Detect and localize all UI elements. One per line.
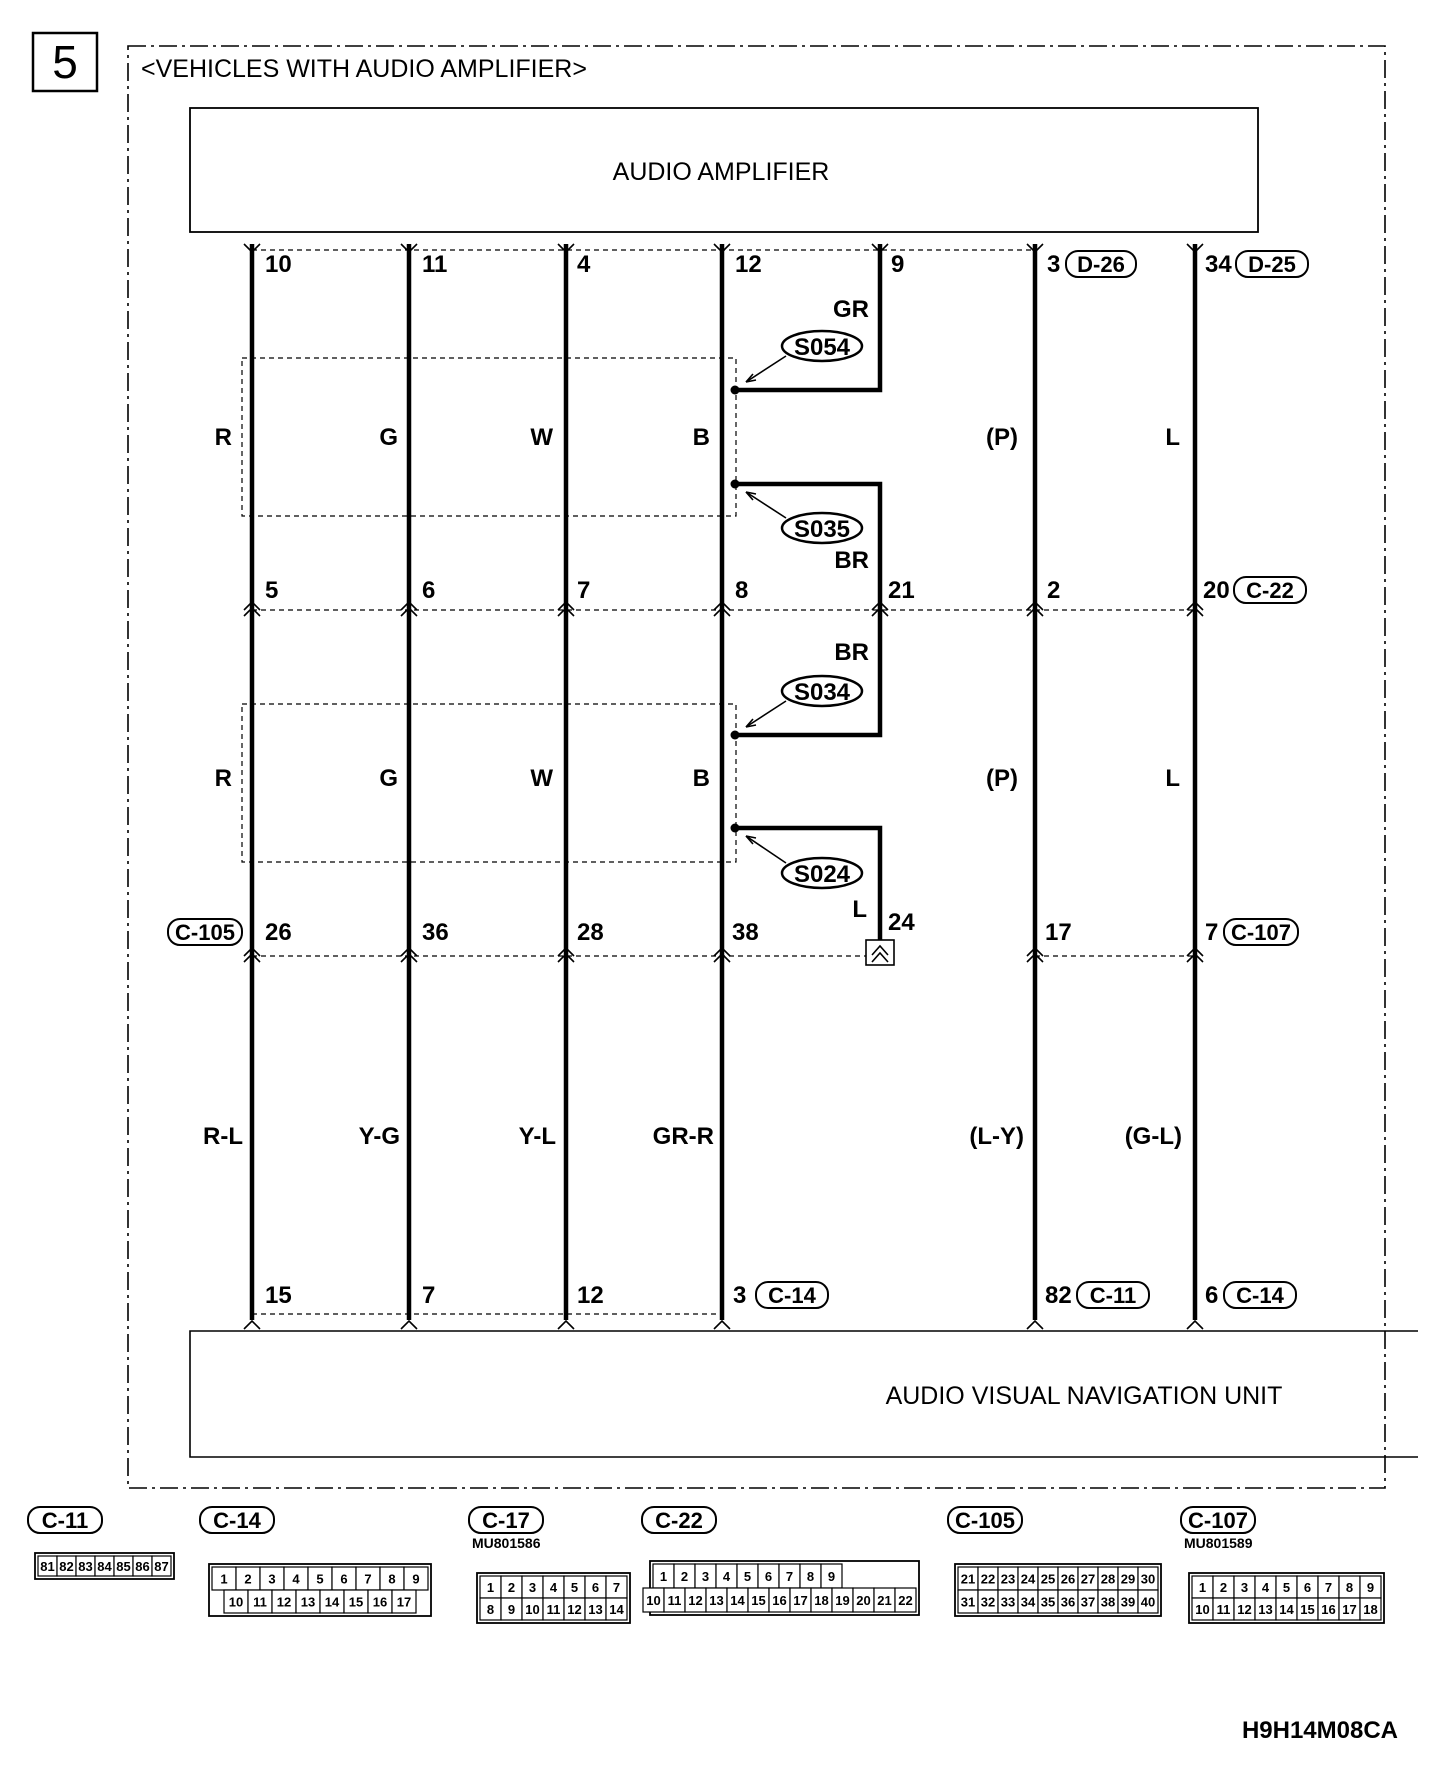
c105-pin-26: 26 bbox=[265, 919, 292, 946]
legend-pin-number: 11 bbox=[253, 1594, 267, 1610]
svg-text:C-14: C-14 bbox=[768, 1283, 816, 1308]
splice-dot-s034 bbox=[731, 731, 740, 740]
amp-pin-9: 9 bbox=[891, 251, 905, 278]
legend-pin-number: 16 bbox=[372, 1594, 388, 1610]
legend-pin-number: 4 bbox=[549, 1580, 558, 1595]
legend-pin-number: 4 bbox=[1261, 1580, 1270, 1595]
legend-pin-number: 22 bbox=[898, 1593, 913, 1608]
legend-pin-number: 12 bbox=[276, 1594, 292, 1610]
legend-pin-number: 81 bbox=[40, 1559, 55, 1574]
svg-text:C-11: C-11 bbox=[41, 1508, 89, 1533]
legend-pin-number: 14 bbox=[730, 1593, 745, 1608]
shield-box-upper bbox=[242, 358, 736, 516]
splice-s024-label: S024 bbox=[793, 861, 851, 888]
legend-c107 bbox=[1181, 1507, 1384, 1623]
legend-pin-number: 7 bbox=[612, 1580, 621, 1595]
legend-c11 bbox=[28, 1507, 174, 1579]
splice-dot-s054 bbox=[731, 386, 740, 395]
legend-pin-number: 12 bbox=[567, 1602, 582, 1617]
terminal-navi bbox=[401, 1321, 417, 1329]
legend-pin-number: 15 bbox=[1300, 1602, 1315, 1617]
legend-pin-number: 24 bbox=[1020, 1571, 1036, 1587]
legend-pin-number: 2 bbox=[507, 1580, 516, 1595]
shield-box-lower bbox=[242, 704, 736, 862]
mid-color-l: L bbox=[1165, 765, 1180, 792]
c22-pin-6: 6 bbox=[422, 577, 436, 604]
legend-pin-number: 1 bbox=[220, 1571, 228, 1587]
lower-color-yl: Y-L bbox=[518, 1123, 556, 1150]
legend-pin-number: 28 bbox=[1100, 1571, 1116, 1587]
mid-color-b: B bbox=[692, 765, 710, 792]
legend-pin-number: 7 bbox=[1324, 1580, 1333, 1595]
legend-pin-number: 14 bbox=[609, 1602, 624, 1617]
legend-pin-number: 16 bbox=[772, 1593, 787, 1608]
amp-pin-10: 10 bbox=[265, 251, 292, 278]
lower-color-ly: (L-Y) bbox=[969, 1123, 1024, 1150]
svg-text:MU801589: MU801589 bbox=[1184, 1535, 1253, 1551]
legend-pin-number: 13 bbox=[300, 1594, 316, 1610]
svg-text:C-22: C-22 bbox=[1246, 578, 1294, 603]
terminal-navi bbox=[1027, 1321, 1043, 1329]
legend-pin-number: 9 bbox=[827, 1569, 836, 1584]
legend-pin-number: 25 bbox=[1040, 1571, 1056, 1587]
splice-s034-label: S034 bbox=[793, 679, 851, 706]
legend-pin-number: 8 bbox=[486, 1602, 495, 1617]
legend-pin-number: 6 bbox=[591, 1580, 600, 1595]
c107-pin-24: 24 bbox=[888, 909, 915, 936]
navi-pin-12: 12 bbox=[577, 1282, 604, 1309]
legend-pin-number: 85 bbox=[116, 1559, 131, 1574]
legend-pin-number: 31 bbox=[960, 1594, 976, 1610]
svg-text:C-105: C-105 bbox=[955, 1508, 1015, 1533]
upper-color-w: W bbox=[530, 424, 553, 451]
mid-color-g: G bbox=[379, 765, 398, 792]
mid-color-w: W bbox=[530, 765, 553, 792]
legend-pin-number: 9 bbox=[1366, 1580, 1375, 1595]
legend-pin-number: 30 bbox=[1140, 1571, 1156, 1587]
legend-pin-number: 39 bbox=[1120, 1594, 1136, 1610]
conn-tag-c22 bbox=[1234, 577, 1306, 603]
lower-color-rl: R-L bbox=[203, 1123, 243, 1150]
upper-color-b: B bbox=[692, 424, 710, 451]
legend-pin-number: 7 bbox=[364, 1571, 372, 1587]
audio-amplifier-label: AUDIO AMPLIFIER bbox=[612, 158, 830, 186]
splice-s035-label: S035 bbox=[793, 516, 851, 543]
conn-tag-c14-a bbox=[756, 1282, 828, 1308]
splice-callout-s024 bbox=[746, 836, 862, 888]
c107-pin-17: 17 bbox=[1045, 919, 1072, 946]
legend-pin-number: 2 bbox=[244, 1571, 252, 1587]
legend-pin-number: 1 bbox=[486, 1580, 495, 1595]
legend-pin-number: 15 bbox=[348, 1594, 364, 1610]
lower-color-gl: (G-L) bbox=[1124, 1123, 1182, 1150]
legend-pin-number: 23 bbox=[1000, 1571, 1016, 1587]
terminal-navi bbox=[244, 1321, 260, 1329]
legend-pin-number: 10 bbox=[1195, 1602, 1210, 1617]
legend-pin-number: 10 bbox=[228, 1594, 244, 1610]
branch-color-br-2: BR bbox=[834, 639, 869, 666]
splice-callout-s054 bbox=[746, 331, 862, 382]
legend-pin-number: 38 bbox=[1100, 1594, 1116, 1610]
document-code: H9H14M08CA bbox=[1241, 1717, 1398, 1744]
legend-pin-number: 11 bbox=[667, 1593, 682, 1608]
legend-pin-number: 22 bbox=[980, 1571, 996, 1587]
legend-pin-number: 36 bbox=[1060, 1594, 1076, 1610]
legend-pin-number: 3 bbox=[528, 1580, 537, 1595]
legend-pin-number: 26 bbox=[1060, 1571, 1076, 1587]
upper-color-l: L bbox=[1165, 424, 1180, 451]
legend-pin-number: 34 bbox=[1020, 1594, 1036, 1610]
splice-dot-s024 bbox=[731, 824, 740, 833]
svg-text:MU801586: MU801586 bbox=[472, 1535, 541, 1551]
svg-text:C-107: C-107 bbox=[1231, 920, 1291, 945]
legend-c22 bbox=[642, 1507, 919, 1615]
navi-pin-82: 82 bbox=[1045, 1282, 1072, 1309]
legend-pin-number: 13 bbox=[709, 1593, 724, 1608]
legend-pin-number: 3 bbox=[701, 1569, 710, 1584]
legend-pin-number: 6 bbox=[1303, 1580, 1312, 1595]
legend-pin-number: 2 bbox=[680, 1569, 689, 1584]
legend-pin-number: 5 bbox=[570, 1580, 579, 1595]
legend-c105 bbox=[948, 1507, 1161, 1616]
legend-pin-number: 14 bbox=[324, 1594, 340, 1610]
legend-pin-number: 6 bbox=[764, 1569, 773, 1584]
legend-pin-number: 10 bbox=[646, 1593, 661, 1608]
svg-text:C-22: C-22 bbox=[655, 1508, 703, 1533]
legend-pin-number: 20 bbox=[856, 1593, 871, 1608]
pin24-connector-symbol bbox=[866, 940, 894, 965]
legend-pin-number: 5 bbox=[1282, 1580, 1291, 1595]
legend-pin-number: 32 bbox=[980, 1594, 996, 1610]
legend-pin-number: 9 bbox=[412, 1571, 420, 1587]
navi-pin-15: 15 bbox=[265, 1282, 292, 1309]
branch-color-l: L bbox=[852, 896, 867, 923]
legend-pin-number: 83 bbox=[78, 1559, 93, 1574]
amp-pin-4: 4 bbox=[577, 251, 591, 278]
legend-pin-number: 12 bbox=[1237, 1602, 1252, 1617]
lower-color-grr: GR-R bbox=[652, 1123, 714, 1150]
svg-text:C-105: C-105 bbox=[175, 920, 235, 945]
legend-pin-number: 17 bbox=[396, 1594, 412, 1610]
legend-pin-number: 8 bbox=[806, 1569, 815, 1584]
navi-pin-7: 7 bbox=[422, 1282, 436, 1309]
c22-pin-7: 7 bbox=[577, 577, 591, 604]
legend-pin-number: 13 bbox=[1258, 1602, 1273, 1617]
page-number: 5 bbox=[52, 36, 78, 88]
c22-pin-8: 8 bbox=[735, 577, 749, 604]
legend-pin-number: 8 bbox=[1345, 1580, 1354, 1595]
splice-callout-s035 bbox=[746, 492, 862, 543]
conn-tag-d25 bbox=[1236, 251, 1308, 277]
conn-tag-c105 bbox=[168, 919, 242, 945]
conn-tag-c107 bbox=[1224, 919, 1298, 945]
amp-pin-11: 11 bbox=[422, 251, 448, 278]
legend-pin-number: 1 bbox=[1198, 1580, 1207, 1595]
upper-color-g: G bbox=[379, 424, 398, 451]
legend-pin-number: 18 bbox=[814, 1593, 829, 1608]
mid-color-r: R bbox=[214, 765, 232, 792]
c22-pin-5: 5 bbox=[265, 577, 279, 604]
legend-pin-number: 12 bbox=[688, 1593, 703, 1608]
legend-pin-number: 86 bbox=[135, 1559, 150, 1574]
legend-pin-number: 40 bbox=[1140, 1594, 1156, 1610]
mid-color-p: (P) bbox=[986, 765, 1018, 792]
legend-pin-number: 8 bbox=[388, 1571, 396, 1587]
legend-pin-number: 1 bbox=[659, 1569, 668, 1584]
conn-tag-c14-b bbox=[1224, 1282, 1296, 1308]
svg-text:C-17: C-17 bbox=[482, 1508, 530, 1533]
legend-pin-number: 7 bbox=[785, 1569, 794, 1584]
svg-text:C-14: C-14 bbox=[213, 1508, 261, 1533]
legend-pin-number: 16 bbox=[1321, 1602, 1336, 1617]
legend-pin-number: 5 bbox=[316, 1571, 324, 1587]
legend-pin-number: 21 bbox=[960, 1571, 976, 1587]
splice-s054-label: S054 bbox=[793, 334, 851, 361]
c105-pin-36: 36 bbox=[422, 919, 449, 946]
svg-text:C-107: C-107 bbox=[1188, 1508, 1248, 1533]
svg-text:C-11: C-11 bbox=[1089, 1283, 1137, 1308]
legend-pin-number: 27 bbox=[1080, 1571, 1096, 1587]
legend-pin-number: 11 bbox=[1216, 1602, 1231, 1617]
legend-pin-number: 21 bbox=[877, 1593, 892, 1608]
legend-pin-number: 19 bbox=[835, 1593, 850, 1608]
legend-pin-number: 4 bbox=[292, 1571, 300, 1587]
legend-pin-number: 13 bbox=[588, 1602, 603, 1617]
legend-pin-number: 3 bbox=[268, 1571, 276, 1587]
c22-pin-21: 21 bbox=[888, 577, 915, 604]
branch-color-gr: GR bbox=[833, 296, 869, 323]
legend-pin-number: 11 bbox=[546, 1602, 561, 1617]
legend-pin-number: 14 bbox=[1279, 1602, 1294, 1617]
legend-pin-number: 4 bbox=[722, 1569, 731, 1584]
legend-pin-number: 18 bbox=[1363, 1602, 1378, 1617]
upper-color-r: R bbox=[214, 424, 232, 451]
legend-pin-number: 17 bbox=[1342, 1602, 1357, 1617]
upper-color-p: (P) bbox=[986, 424, 1018, 451]
lower-color-yg: Y-G bbox=[358, 1123, 400, 1150]
svg-text:D-25: D-25 bbox=[1248, 252, 1296, 277]
c22-pin-2: 2 bbox=[1047, 577, 1061, 604]
legend-pin-number: 6 bbox=[340, 1571, 348, 1587]
amp-pin-12: 12 bbox=[735, 251, 762, 278]
legend-pin-number: 82 bbox=[59, 1559, 74, 1574]
branch-color-br-1: BR bbox=[834, 547, 869, 574]
splice-callout-s034 bbox=[746, 676, 862, 727]
conn-tag-c11 bbox=[1077, 1282, 1149, 1308]
c105-pin-38: 38 bbox=[732, 919, 759, 946]
legend-pin-number: 3 bbox=[1240, 1580, 1249, 1595]
legend-pin-number: 10 bbox=[525, 1602, 540, 1617]
terminal-navi bbox=[714, 1321, 730, 1329]
legend-pin-number: 5 bbox=[743, 1569, 752, 1584]
legend-pin-number: 87 bbox=[154, 1559, 169, 1574]
legend-pin-number: 33 bbox=[1000, 1594, 1016, 1610]
svg-text:C-14: C-14 bbox=[1236, 1283, 1284, 1308]
legend-pin-number: 37 bbox=[1080, 1594, 1096, 1610]
legend-c14 bbox=[200, 1507, 431, 1616]
legend-pin-number: 2 bbox=[1219, 1580, 1228, 1595]
group-header: <VEHICLES WITH AUDIO AMPLIFIER> bbox=[141, 55, 587, 83]
c105-pin-28: 28 bbox=[577, 919, 604, 946]
amp-pin-3: 3 bbox=[1047, 251, 1061, 278]
legend-pin-number: 17 bbox=[793, 1593, 808, 1608]
terminal-navi bbox=[1187, 1321, 1203, 1329]
splice-dot-s035 bbox=[731, 480, 740, 489]
conn-tag-d26 bbox=[1066, 251, 1136, 277]
navi-pin-6: 6 bbox=[1205, 1282, 1219, 1309]
legend-pin-number: 35 bbox=[1040, 1594, 1056, 1610]
terminal-navi bbox=[558, 1321, 574, 1329]
c107-pin-7: 7 bbox=[1205, 919, 1219, 946]
legend-pin-number: 29 bbox=[1120, 1571, 1136, 1587]
legend-pin-number: 9 bbox=[507, 1602, 516, 1617]
navi-pin-3: 3 bbox=[733, 1282, 747, 1309]
legend-pin-number: 84 bbox=[97, 1559, 112, 1574]
legend-pin-number: 15 bbox=[751, 1593, 766, 1608]
amp-pin-34: 34 bbox=[1205, 251, 1232, 278]
legend-c17 bbox=[469, 1507, 630, 1623]
c22-pin-20: 20 bbox=[1203, 577, 1230, 604]
svg-text:D-26: D-26 bbox=[1077, 252, 1125, 277]
navi-unit-label: AUDIO VISUAL NAVIGATION UNIT bbox=[885, 1382, 1283, 1410]
